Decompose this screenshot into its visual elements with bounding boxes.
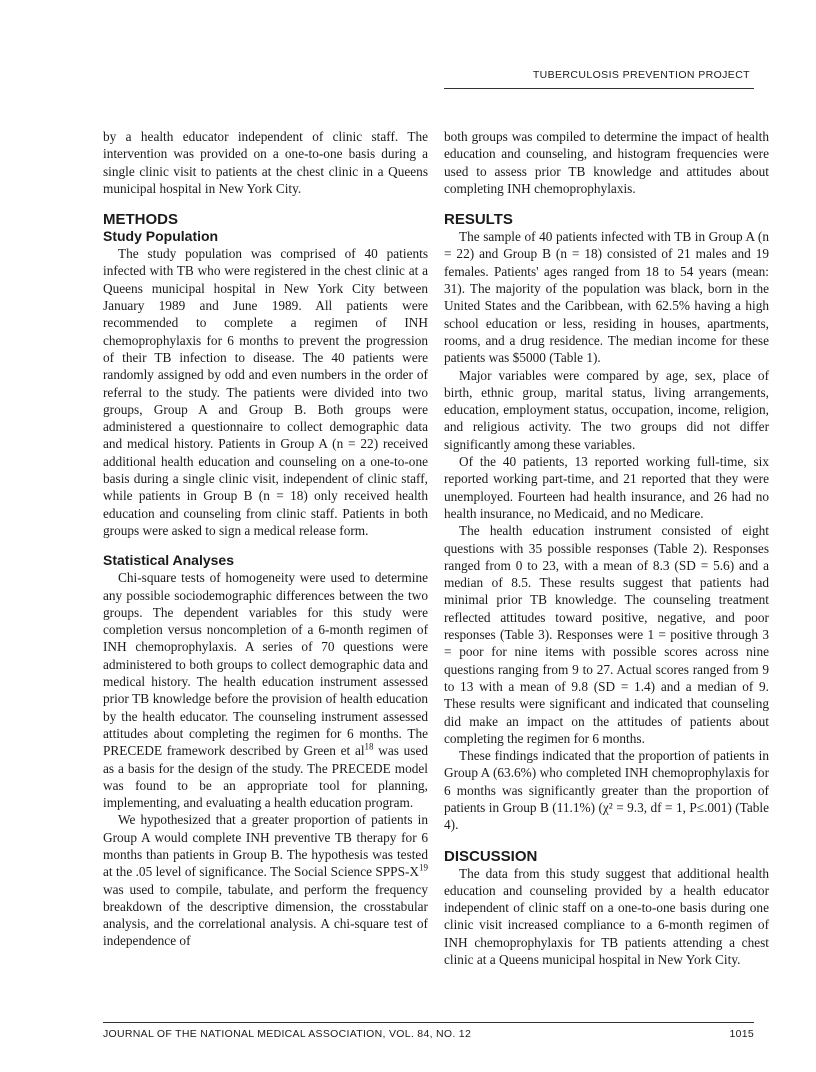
discussion-heading: DISCUSSION	[444, 847, 538, 865]
right-column	[444, 128, 769, 968]
running-head: TUBERCULOSIS PREVENTION PROJECT	[532, 69, 750, 81]
methods-heading: METHODS	[103, 211, 178, 229]
results-paragraph-3: Of the 40 patients, 13 reported working full-time, six reported working part-time, and 21 reported that they were unemployed. Fourteen had health insurance, and 26 had no health insurance, no Medicaid, and no Medicare.	[444, 454, 769, 521]
results-paragraph-1: The sample of 40 patients infected with TB in Group A (n = 22) and Group B (n = 18) consisted of 21 males and 19 females. Patients' ages ranged from 18 to 54 years (mean: 31). The majority of the population was black, born in the United States and the Caribbean, with 62.5% having a high school education or less, residing in houses, apartments, rooms, and a drug residence. The median income for these patients was $5000 (Table 1).	[444, 229, 769, 366]
study-population-heading: Study Population	[103, 228, 219, 245]
results-paragraph-2: Major variables were compared by age, sex, place of birth, ethnic group, marital status, living arrangements, education, employment status, occupation, income, religion, and religious activity. The two groups did not differ significantly among these variables.	[444, 367, 769, 452]
footer-rule	[103, 1022, 754, 1023]
right-intro-paragraph: both groups was compiled to determine the impact of health education and counseling, and histogram frequencies were used to assess prior TB knowledge and attitudes about completing INH chemoprophylaxis.	[444, 129, 769, 196]
statistical-analyses-heading: Statistical Analyses	[103, 552, 234, 569]
left-intro-paragraph: by a health educator independent of clinic staff. The intervention was provided on a one-to-one basis during a single clinic visit to patients at the chest clinic in a Queens municipal hospital in New York City.	[103, 129, 428, 196]
journal-citation: JOURNAL OF THE NATIONAL MEDICAL ASSOCIATION, VOL. 84, NO. 12	[103, 1028, 472, 1040]
results-paragraph-4: The health education instrument consisted of eight questions with 35 possible responses (Table 2). Responses ranged from 0 to 23, with a mean of 8.3 (SD = 5.6) and a median of 8.5. These results suggest that patients had minimal prior TB knowledge. The counseling treatment reflected attitudes toward positive, negative, and poor responses (Table 3). Responses were 1 = positive through 3 = poor for nine items with possible scores across nine questions ranging from 9 to 27. Actual scores ranged from 9 to 13 with a mean of 9.8 (SD = 1.4) and a median of 9. These results were significant and indicated that counseling did make an impact on the attitudes of patients about completing the regimen for 6 months.	[444, 523, 769, 746]
stat-p1-text-b: was used as a basis for the design of the study. The PRECEDE model was found to be an appropriate tool for planning, implementing, and evaluating a health education program.	[103, 743, 428, 811]
stat-p2-text-b: was used to compile, tabulate, and perform the frequency breakdown of the descriptive dimension, the crosstabular analysis, and the correlational analysis. A chi-square test of independence of	[103, 881, 428, 949]
results-paragraph-5: These findings indicated that the proportion of patients in Group A (63.6%) who completed INH chemoprophylaxis for 6 months was significantly greater than the proportion of patients in Group B (11.1%) (χ² = 9.3, df = 1, P≤.001) (Table 4).	[444, 748, 769, 833]
stat-p1-text-a: Chi-square tests of homogeneity were used to determine any possible sociodemographic differences between the two groups. The dependent variables for this study were completion versus noncompletion of a 6-month regimen of INH chemoprophylaxis. A series of 70 questions were administered to both groups to collect demographic data and medical history. The health education instrument assessed prior TB knowledge before the provision of health education by the health educator. The counseling instrument assessed attitudes about completing the regimen for 6 months. The PRECEDE framework described by Green et al	[103, 570, 428, 759]
discussion-paragraph-1: The data from this study suggest that additional health education and counseling provided by a health educator independent of clinic staff on a one-to-one basis during one clinic visit increased compliance to a 6-month regimen of INH chemoprophylaxis for TB patients attending a chest clinic at a Queens municipal hospital in New York City.	[444, 865, 769, 968]
page-number: 1015	[729, 1028, 754, 1040]
statistical-paragraph-2	[103, 811, 428, 949]
results-heading: RESULTS	[444, 211, 513, 229]
left-column	[103, 128, 428, 950]
stat-p2-text-a: We hypothesized that a greater proportion of patients in Group A would complete INH preventive TB therapy for 6 months than patients in Group B. The hypothesis was tested at the .05 level of significance. The Social Science SPPS-X	[103, 812, 428, 880]
header-rule	[444, 88, 754, 89]
study-population-paragraph: The study population was comprised of 40 patients infected with TB who were registered in the chest clinic at a Queens municipal hospital in New York City between January 1989 and June 1989. All patients were recommended to complete a regimen of INH chemoprophylaxis for 6 months to prevent the progression of their TB infection to disease. The 40 patients were randomly assigned by odd and even numbers in the order of referral to the study. The patients were divided into two groups, Group A and Group B. Both groups were administered a questionnaire to collect demographic data and medical history. Patients in Group A (n = 22) received additional health education and counseling on a one-to-one basis during a single clinic visit, independent of clinic staff, while patients in Group B (n = 18) only received health education and counseling from clinic staff. Patients in both groups were asked to sign a medical release form.	[103, 246, 428, 538]
reference-19: 19	[419, 862, 428, 873]
statistical-paragraph-1	[103, 569, 428, 811]
reference-18: 18	[364, 741, 374, 752]
